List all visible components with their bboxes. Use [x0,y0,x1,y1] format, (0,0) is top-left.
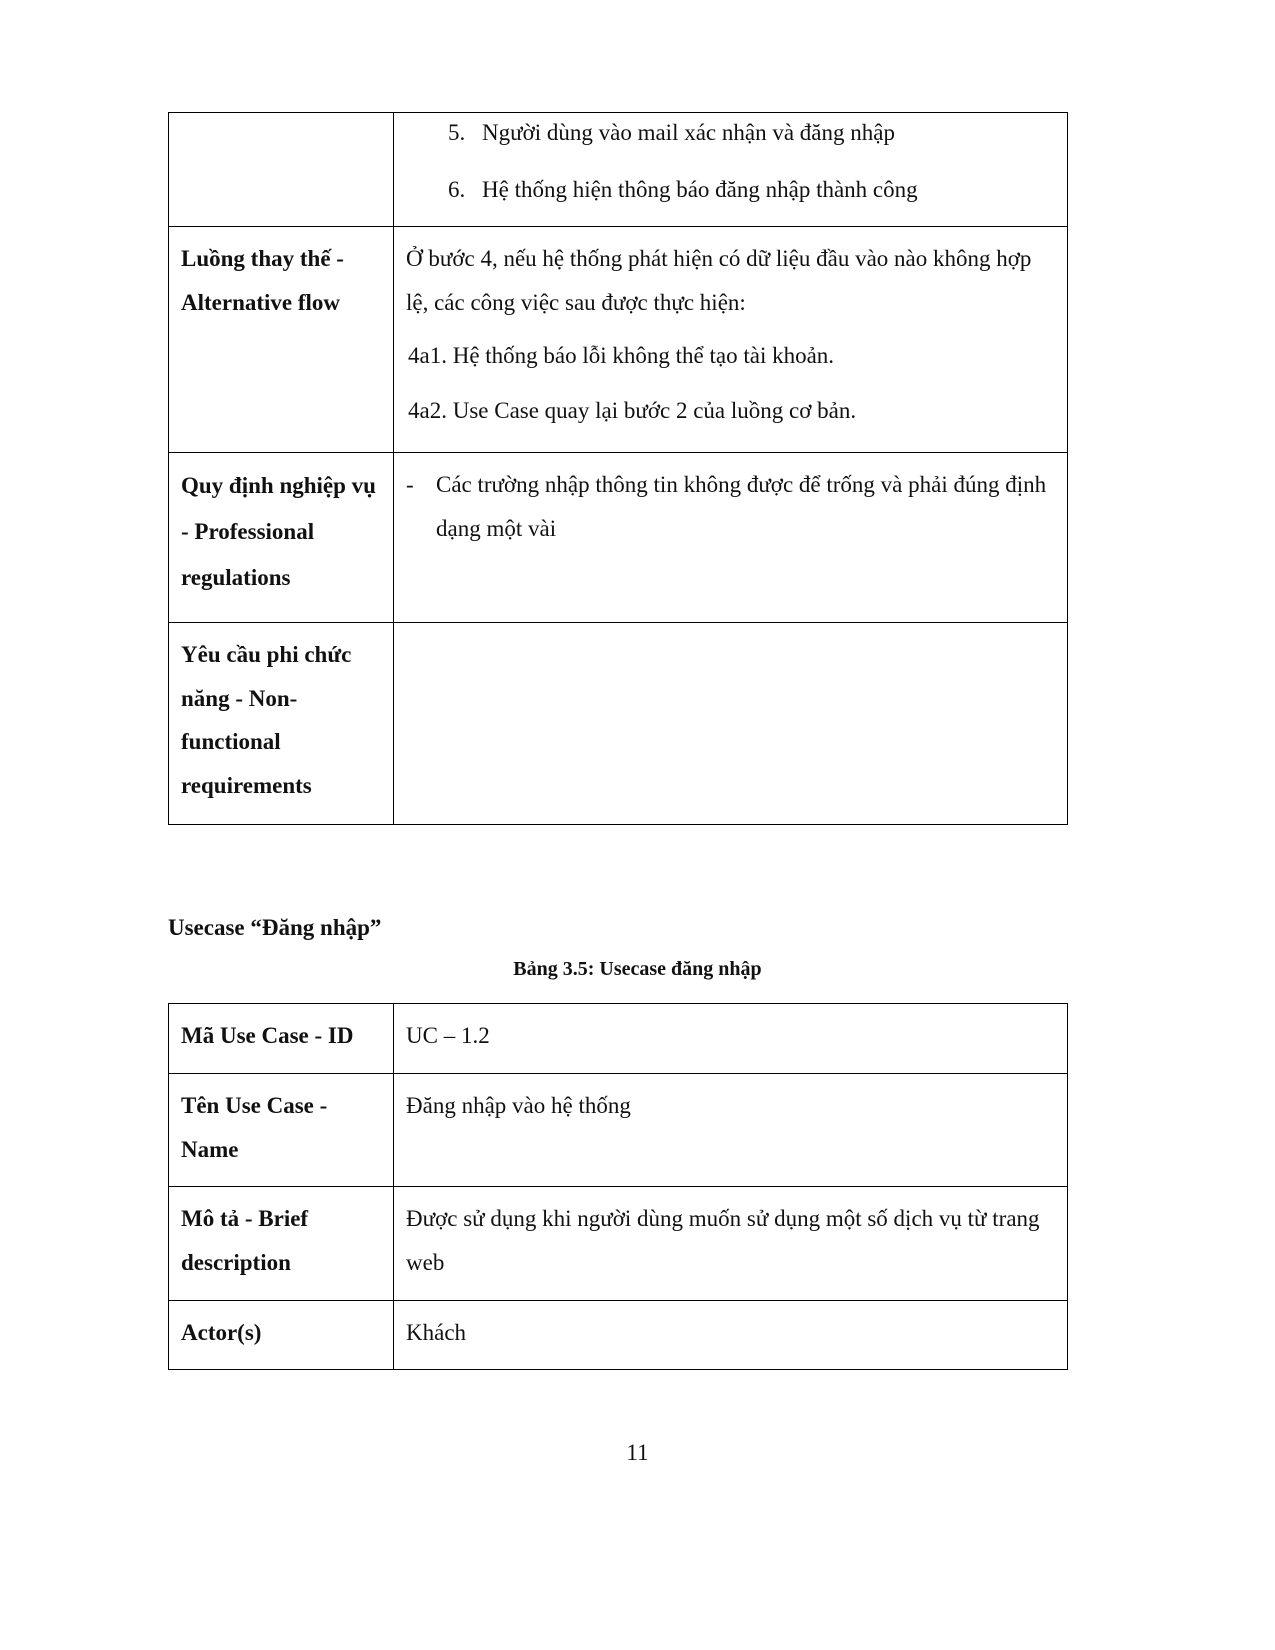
non-functional-label: Yêu cầu phi chức năng - Non-functional requirements [169,623,394,825]
row-value: UC – 1.2 [394,1004,1068,1074]
use-case-table-continued [168,112,1068,825]
regulation-text: Các trường nhập thông tin không được để trống và phải đúng định dạng một vài [436,472,1047,541]
alternative-flow-step: 4a2. Use Case quay lại bước 2 của luồng cơ bản. [408,398,857,424]
row-label: Tên Use Case - Name [169,1074,394,1187]
bullet-dash: - [406,472,414,497]
main-flow-steps-cell [394,113,1068,227]
page-number: 11 [626,1440,649,1465]
professional-regulations-cell [394,453,1068,623]
professional-regulations-row [169,453,1068,623]
table-caption: Bảng 3.5: Usecase đăng nhập [513,958,762,980]
step-number: 6. [448,177,466,203]
row-label: Mô tả - Brief description [169,1187,394,1301]
alternative-flow-cell [394,227,1068,453]
row-value: Khách [394,1301,1068,1370]
row-label: Actor(s) [169,1301,394,1370]
row-value: Được sử dụng khi người dùng muốn sử dụng một số dịch vụ từ trang web [394,1187,1068,1301]
row-label: Mã Use Case - ID [169,1004,394,1074]
main-flow-row [169,113,1068,227]
table-row [169,1187,1068,1301]
table-row [169,1074,1068,1187]
professional-regulations-label: Quy định nghiệp vụ - Professional regulations [169,453,394,623]
main-flow-label-cell [169,113,394,227]
step-text: Người dùng vào mail xác nhận và đăng nhập [482,120,895,145]
alternative-flow-row [169,227,1068,453]
section-heading: Usecase “Đăng nhập” [168,915,382,940]
table-row [169,1301,1068,1370]
alternative-flow-label: Luồng thay thế - Alternative flow [169,227,394,453]
non-functional-row [169,623,1068,825]
use-case-login-table [168,1003,1068,1370]
non-functional-cell [394,623,1068,825]
row-value: Đăng nhập vào hệ thống [394,1074,1068,1187]
list-item [448,174,1055,205]
alternative-flow-step: 4a1. Hệ thống báo lỗi không thể tạo tài khoản. [408,343,835,369]
list-item [448,117,1055,148]
table-row [169,1004,1068,1074]
main-flow-steps [406,117,1055,205]
regulation-bullet [406,463,1055,550]
step-number: 5. [448,120,466,145]
step-text: Hệ thống hiện thông báo đăng nhập thành công [482,177,918,203]
alternative-flow-intro: Ở bước 4, nếu hệ thống phát hiện có dữ liệu đầu vào nào không hợp lệ, các công việc sau được thực hiện: [406,246,1032,315]
